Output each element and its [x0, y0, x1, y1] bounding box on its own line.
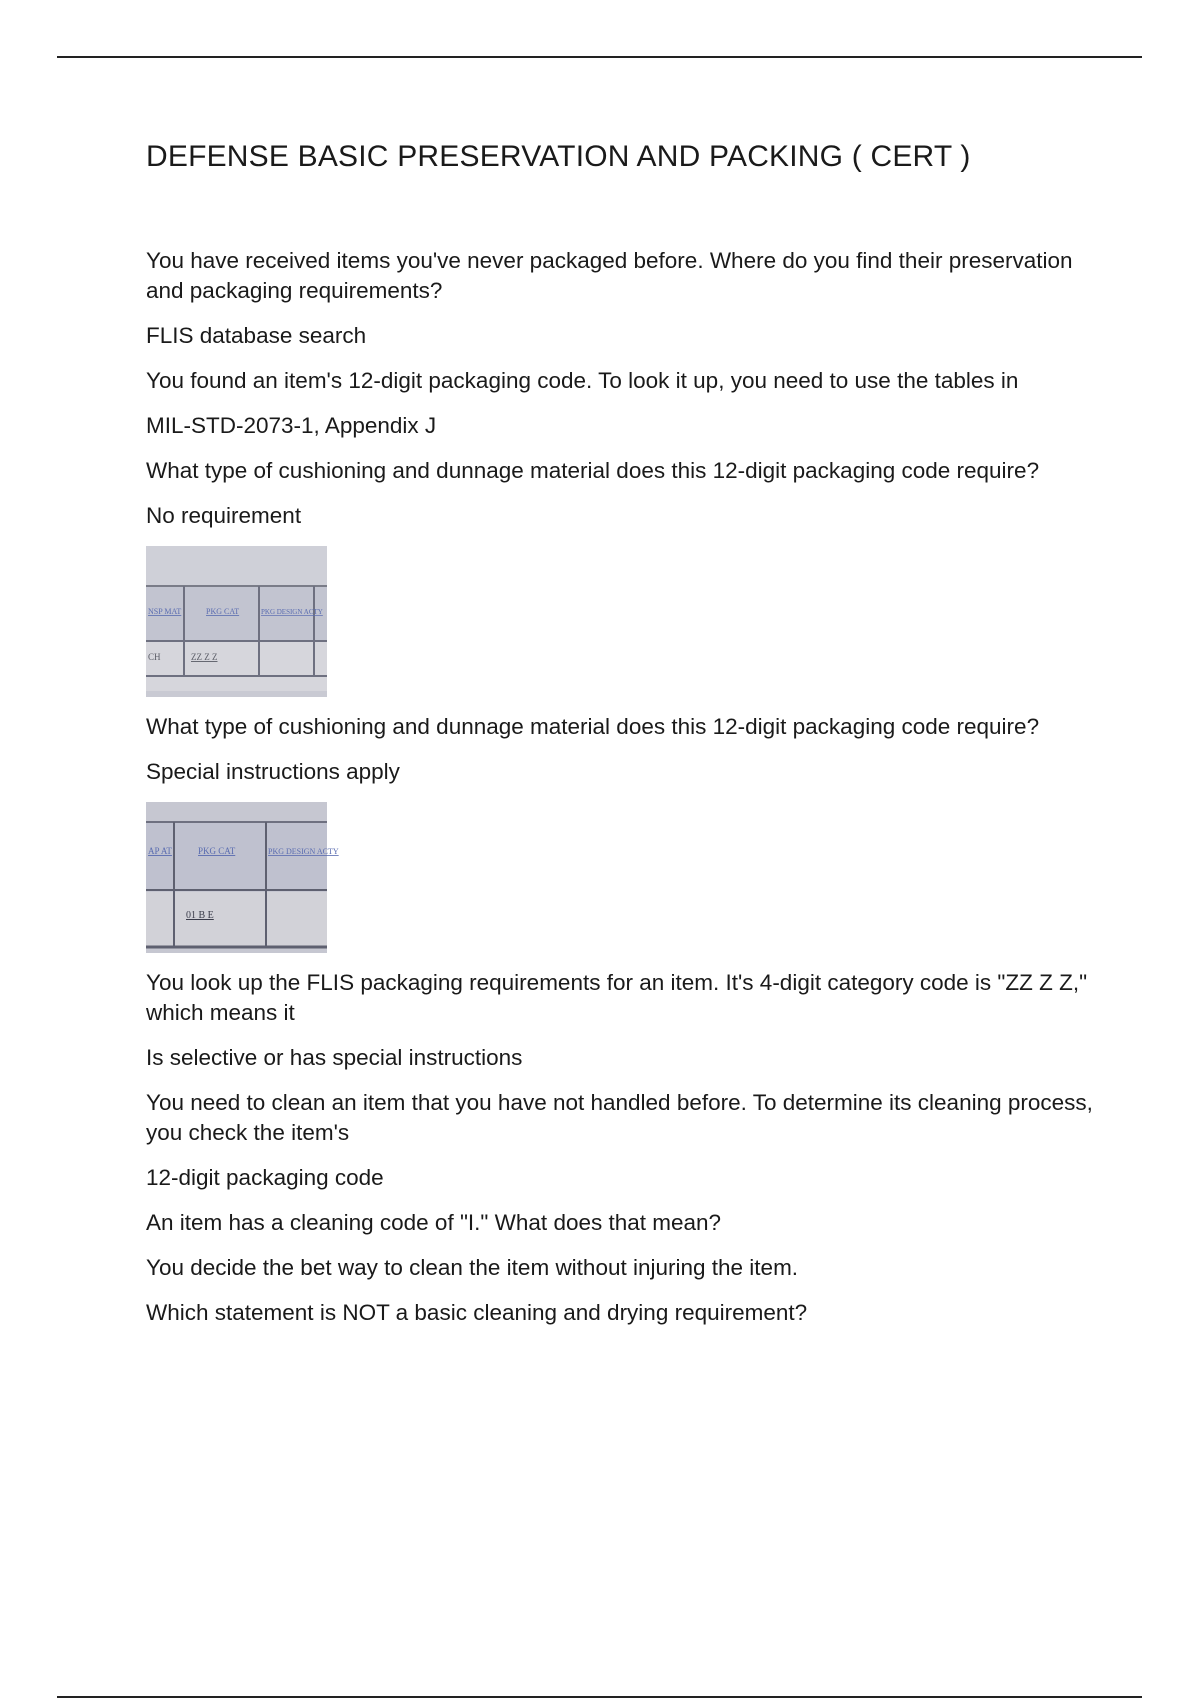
packaging-code-image: [146, 546, 327, 697]
qa-entry: [146, 712, 1106, 953]
image-value-label: 01 B E: [186, 910, 214, 921]
answer-text: MIL-STD-2073-1, Appendix J: [146, 413, 437, 438]
answer-text: Is selective or has special instructions: [146, 1045, 523, 1070]
answer-text: You decide the bet way to clean the item without injuring the item.: [146, 1255, 799, 1280]
question-text: You found an item's 12-digit packaging code. To look it up, you need to use the tables in: [146, 368, 1019, 393]
qa-entry: [146, 246, 1106, 351]
qa-entry: [146, 968, 1106, 1073]
question-text: Which statement is NOT a basic cleaning and drying requirement?: [146, 1300, 808, 1325]
qa-entry: [146, 1298, 1106, 1328]
question-text: You look up the FLIS packaging requirements for an item. It's 4-digit category code is "ZZ Z Z," which means it: [146, 970, 1088, 1025]
answer-text: 12-digit packaging code: [146, 1165, 384, 1190]
question-text: What type of cushioning and dunnage material does this 12-digit packaging code require?: [146, 714, 1040, 739]
image-header-label: PKG DESIGN ACTY: [261, 608, 323, 616]
answer-text: No requirement: [146, 503, 302, 528]
top-rule: [57, 56, 1142, 58]
qa-entry: [146, 456, 1106, 697]
qa-entry: [146, 1208, 1106, 1283]
question-text: An item has a cleaning code of "I." What does that mean?: [146, 1210, 722, 1235]
image-header-label: PKG DESIGN ACTY: [268, 847, 339, 856]
image-value-label: ZZ Z Z: [191, 652, 218, 662]
answer-text: FLIS database search: [146, 323, 367, 348]
image-header-label: PKG CAT: [198, 846, 236, 856]
document-body: [146, 140, 1106, 1343]
question-text: You need to clean an item that you have not handled before. To determine its cleaning process, you check the item's: [146, 1090, 1093, 1145]
packaging-code-image: [146, 802, 339, 953]
image-header-label: AP AT: [148, 846, 172, 856]
image-header-label: PKG CAT: [206, 607, 240, 616]
question-text: You have received items you've never packaged before. Where do you find their preservation and packaging requirements?: [146, 248, 1073, 303]
image-value-label: CH: [148, 652, 161, 662]
qa-entry: [146, 366, 1106, 441]
answer-text: Special instructions apply: [146, 759, 400, 784]
image-header-label: NSP MAT: [148, 607, 182, 616]
qa-entry: [146, 1088, 1106, 1193]
bottom-rule: [57, 1696, 1142, 1698]
question-text: What type of cushioning and dunnage material does this 12-digit packaging code require?: [146, 458, 1040, 483]
document-title: DEFENSE BASIC PRESERVATION AND PACKING ( CERT ): [146, 140, 971, 173]
